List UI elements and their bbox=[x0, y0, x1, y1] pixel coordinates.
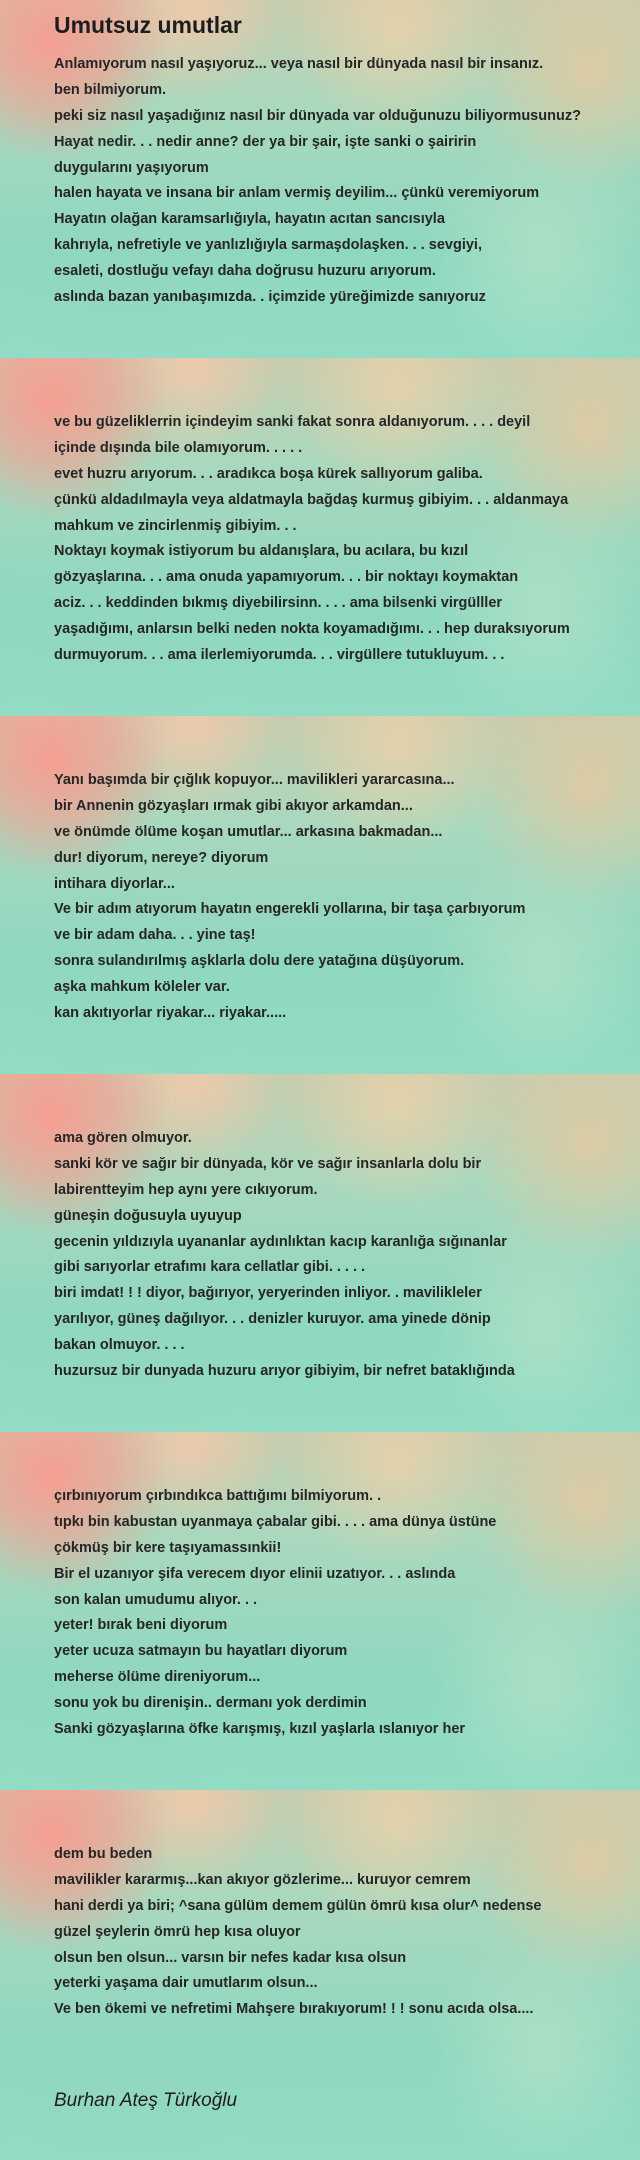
poem-line: çırbınıyorum çırbındıkca battığımı bilmiyorum. . bbox=[54, 1488, 382, 1504]
poem-line: güzel şeylerin ömrü hep kısa oluyor bbox=[54, 1923, 301, 1940]
poem-line: duygularını yaşıyorum bbox=[54, 159, 209, 176]
stanza-1 bbox=[54, 52, 634, 311]
poem-line: Ve bir adım atıyorum hayatın engerekli yollarına, bir taşa çarbıyorum bbox=[54, 901, 526, 918]
poem-line: yeter ucuza satmayın bu hayatları diyorum bbox=[54, 1643, 348, 1660]
poem-line: ve bir adam daha. . . yine taş! bbox=[54, 927, 256, 944]
poem-line: son kalan umudumu alıyor. . . bbox=[54, 1591, 258, 1608]
panel-6 bbox=[0, 1790, 640, 2160]
poem-line: sonra sulandırılmış aşklarla dolu dere yatağına düşüyorum. bbox=[54, 953, 465, 970]
poem-line: güneşin doğusuyla uyuyup bbox=[54, 1207, 242, 1224]
poem-line: Ve ben ökemi ve nefretimi Mahşere bırakıyorum! ! ! sonu acıda olsa.... bbox=[54, 2001, 534, 2018]
poem-line: Yanı başımda bir çığlık kopuyor... mavilikleri yararcasına... bbox=[54, 772, 455, 788]
poem-line: bakan olmuyor. . . . bbox=[54, 1337, 185, 1354]
panel-5 bbox=[0, 1432, 640, 1790]
panel-3 bbox=[0, 716, 640, 1074]
poem-line: dur! diyorum, nereye? diyorum bbox=[54, 849, 269, 866]
poem-line: kan akıtıyorlar riyakar... riyakar..... bbox=[54, 1005, 287, 1022]
stanza-6 bbox=[54, 1842, 634, 2023]
panel-4 bbox=[0, 1074, 640, 1432]
poem-line: peki siz nasıl yaşadığınız nasıl bir dünyada var olduğunuzu biliyormusunuz? bbox=[54, 107, 581, 124]
poem-line: gecenin yıldızıyla uyananlar aydınlıktan kacıp karanlığa sığınanlar bbox=[54, 1233, 507, 1250]
poem-line: ama gören olmuyor. bbox=[54, 1130, 192, 1146]
poem-line: yeter! bırak beni diyorum bbox=[54, 1617, 228, 1634]
stanza-4 bbox=[54, 1126, 634, 1385]
poem-line: hani derdi ya biri; ^sana gülüm demem gülün ömrü kısa olur^ nedense bbox=[54, 1897, 542, 1914]
poem-line: huzursuz bir dunyada huzuru arıyor gibiyim, bir nefret bataklığında bbox=[54, 1363, 515, 1380]
stanza-3 bbox=[54, 768, 634, 1027]
poem-line: içinde dışında bile olamıyorum. . . . . bbox=[54, 439, 303, 456]
poem-line: dem bu beden bbox=[54, 1846, 153, 1862]
poem-line: tıpkı bin kabustan uyanmaya çabalar gibi. . . . ama dünya üstüne bbox=[54, 1513, 497, 1530]
poem-line: yeterki yaşama dair umutlarım olsun... bbox=[54, 1975, 318, 1992]
poem-line: bir Annenin gözyaşları ırmak gibi akıyor arkamdan... bbox=[54, 797, 413, 814]
poem-line: intihara diyorlar... bbox=[54, 875, 175, 892]
poem-line: Noktayı koymak istiyorum bu aldanışlara, bu acılara, bu kızıl bbox=[54, 543, 469, 560]
poem-line: Hayatın olağan karamsarlığıyla, hayatın acıtan sancısıyla bbox=[54, 211, 445, 228]
poem-title: Umutsuz umutlar bbox=[54, 12, 242, 38]
poem-line: aslında bazan yanıbaşımızda. . içimzide yüreğimizde sanıyoruz bbox=[54, 289, 486, 306]
poem-line: Sanki gözyaşlarına öfke karışmış, kızıl yaşlarla ıslanıyor her bbox=[54, 1721, 466, 1738]
poem-line: ve önümde ölüme koşan umutlar... arkasına bakmadan... bbox=[54, 823, 443, 840]
poem-line: gibi sarıyorlar etrafımı kara cellatlar gibi. . . . . bbox=[54, 1259, 366, 1276]
poem-line: labirentteyim hep aynı yere cıkıyorum. bbox=[54, 1181, 318, 1198]
poem-line: ve bu güzeliklerrin içindeyim sanki fakat sonra aldanıyorum. . . . deyil bbox=[54, 414, 531, 430]
author-name: Burhan Ateş Türkoğlu bbox=[54, 2090, 238, 2111]
stanza-2 bbox=[54, 410, 634, 669]
poem-line: halen hayata ve insana bir anlam vermiş deyilim... çünkü veremiyorum bbox=[54, 185, 540, 202]
poem-line: kahrıyla, nefretiyle ve yanlızlığıyla sarmaşdolaşken. . . sevgiyi, bbox=[54, 237, 482, 254]
poem-line: gözyaşlarına. . . ama onuda yapamıyorum. . . bir noktayı koymaktan bbox=[54, 569, 519, 586]
poem-line: mahkum ve zincirlenmiş gibiyim. . . bbox=[54, 517, 297, 534]
stanza-5 bbox=[54, 1484, 634, 1743]
poem-line: aşka mahkum köleler var. bbox=[54, 979, 230, 996]
poem-line: çünkü aldadılmayla veya aldatmayla bağdaş kurmuş gibiyim. . . aldanmaya bbox=[54, 491, 569, 508]
panel-2 bbox=[0, 358, 640, 716]
poem-line: Anlamıyorum nasıl yaşıyoruz... veya nasıl bir dünyada nasıl bir insanız. bbox=[54, 56, 544, 72]
poem-line: meherse ölüme direniyorum... bbox=[54, 1669, 261, 1686]
poem-line: esaleti, dostluğu vefayı daha doğrusu huzuru arıyorum. bbox=[54, 263, 436, 280]
poem-line: durmuyorum. . . ama ilerlemiyorumda. . . virgüllere tutukluyum. . . bbox=[54, 647, 505, 664]
poem-line: yaşadığımı, anlarsın belki neden nokta koyamadığımı. . . hep duraksıyorum bbox=[54, 621, 570, 638]
poem-line: aciz. . . keddinden bıkmış diyebilirsinn. . . . ama bilsenki virgülller bbox=[54, 595, 503, 612]
poem-line: ben bilmiyorum. bbox=[54, 81, 166, 98]
poem-line: mavilikler kararmış...kan akıyor gözlerime... kuruyor cemrem bbox=[54, 1871, 471, 1888]
poem-line: sonu yok bu direnişin.. dermanı yok derdimin bbox=[54, 1695, 367, 1712]
poem-line: sanki kör ve sağır bir dünyada, kör ve sağır insanlarla dolu bir bbox=[54, 1155, 482, 1172]
poem-line: Bir el uzanıyor şifa verecem dıyor elinii uzatıyor. . . aslında bbox=[54, 1565, 456, 1582]
poem-line: biri imdat! ! ! diyor, bağırıyor, yeryerinden inliyor. . mavilikleler bbox=[54, 1285, 482, 1302]
poem-line: olsun ben olsun... varsın bir nefes kadar kısa olsun bbox=[54, 1949, 407, 1966]
poem-line: yarılıyor, güneş dağılıyor. . . denizler kuruyor. ama yinede dönip bbox=[54, 1311, 491, 1328]
poem-line: çökmüş bir kere taşıyamassınkii! bbox=[54, 1539, 282, 1556]
panel-1 bbox=[0, 0, 640, 358]
poem-line: evet huzru arıyorum. . . aradıkca boşa kürek sallıyorum galiba. bbox=[54, 465, 483, 482]
poem-line: Hayat nedir. . . nedir anne? der ya bir şair, işte sanki o şairirin bbox=[54, 133, 477, 150]
